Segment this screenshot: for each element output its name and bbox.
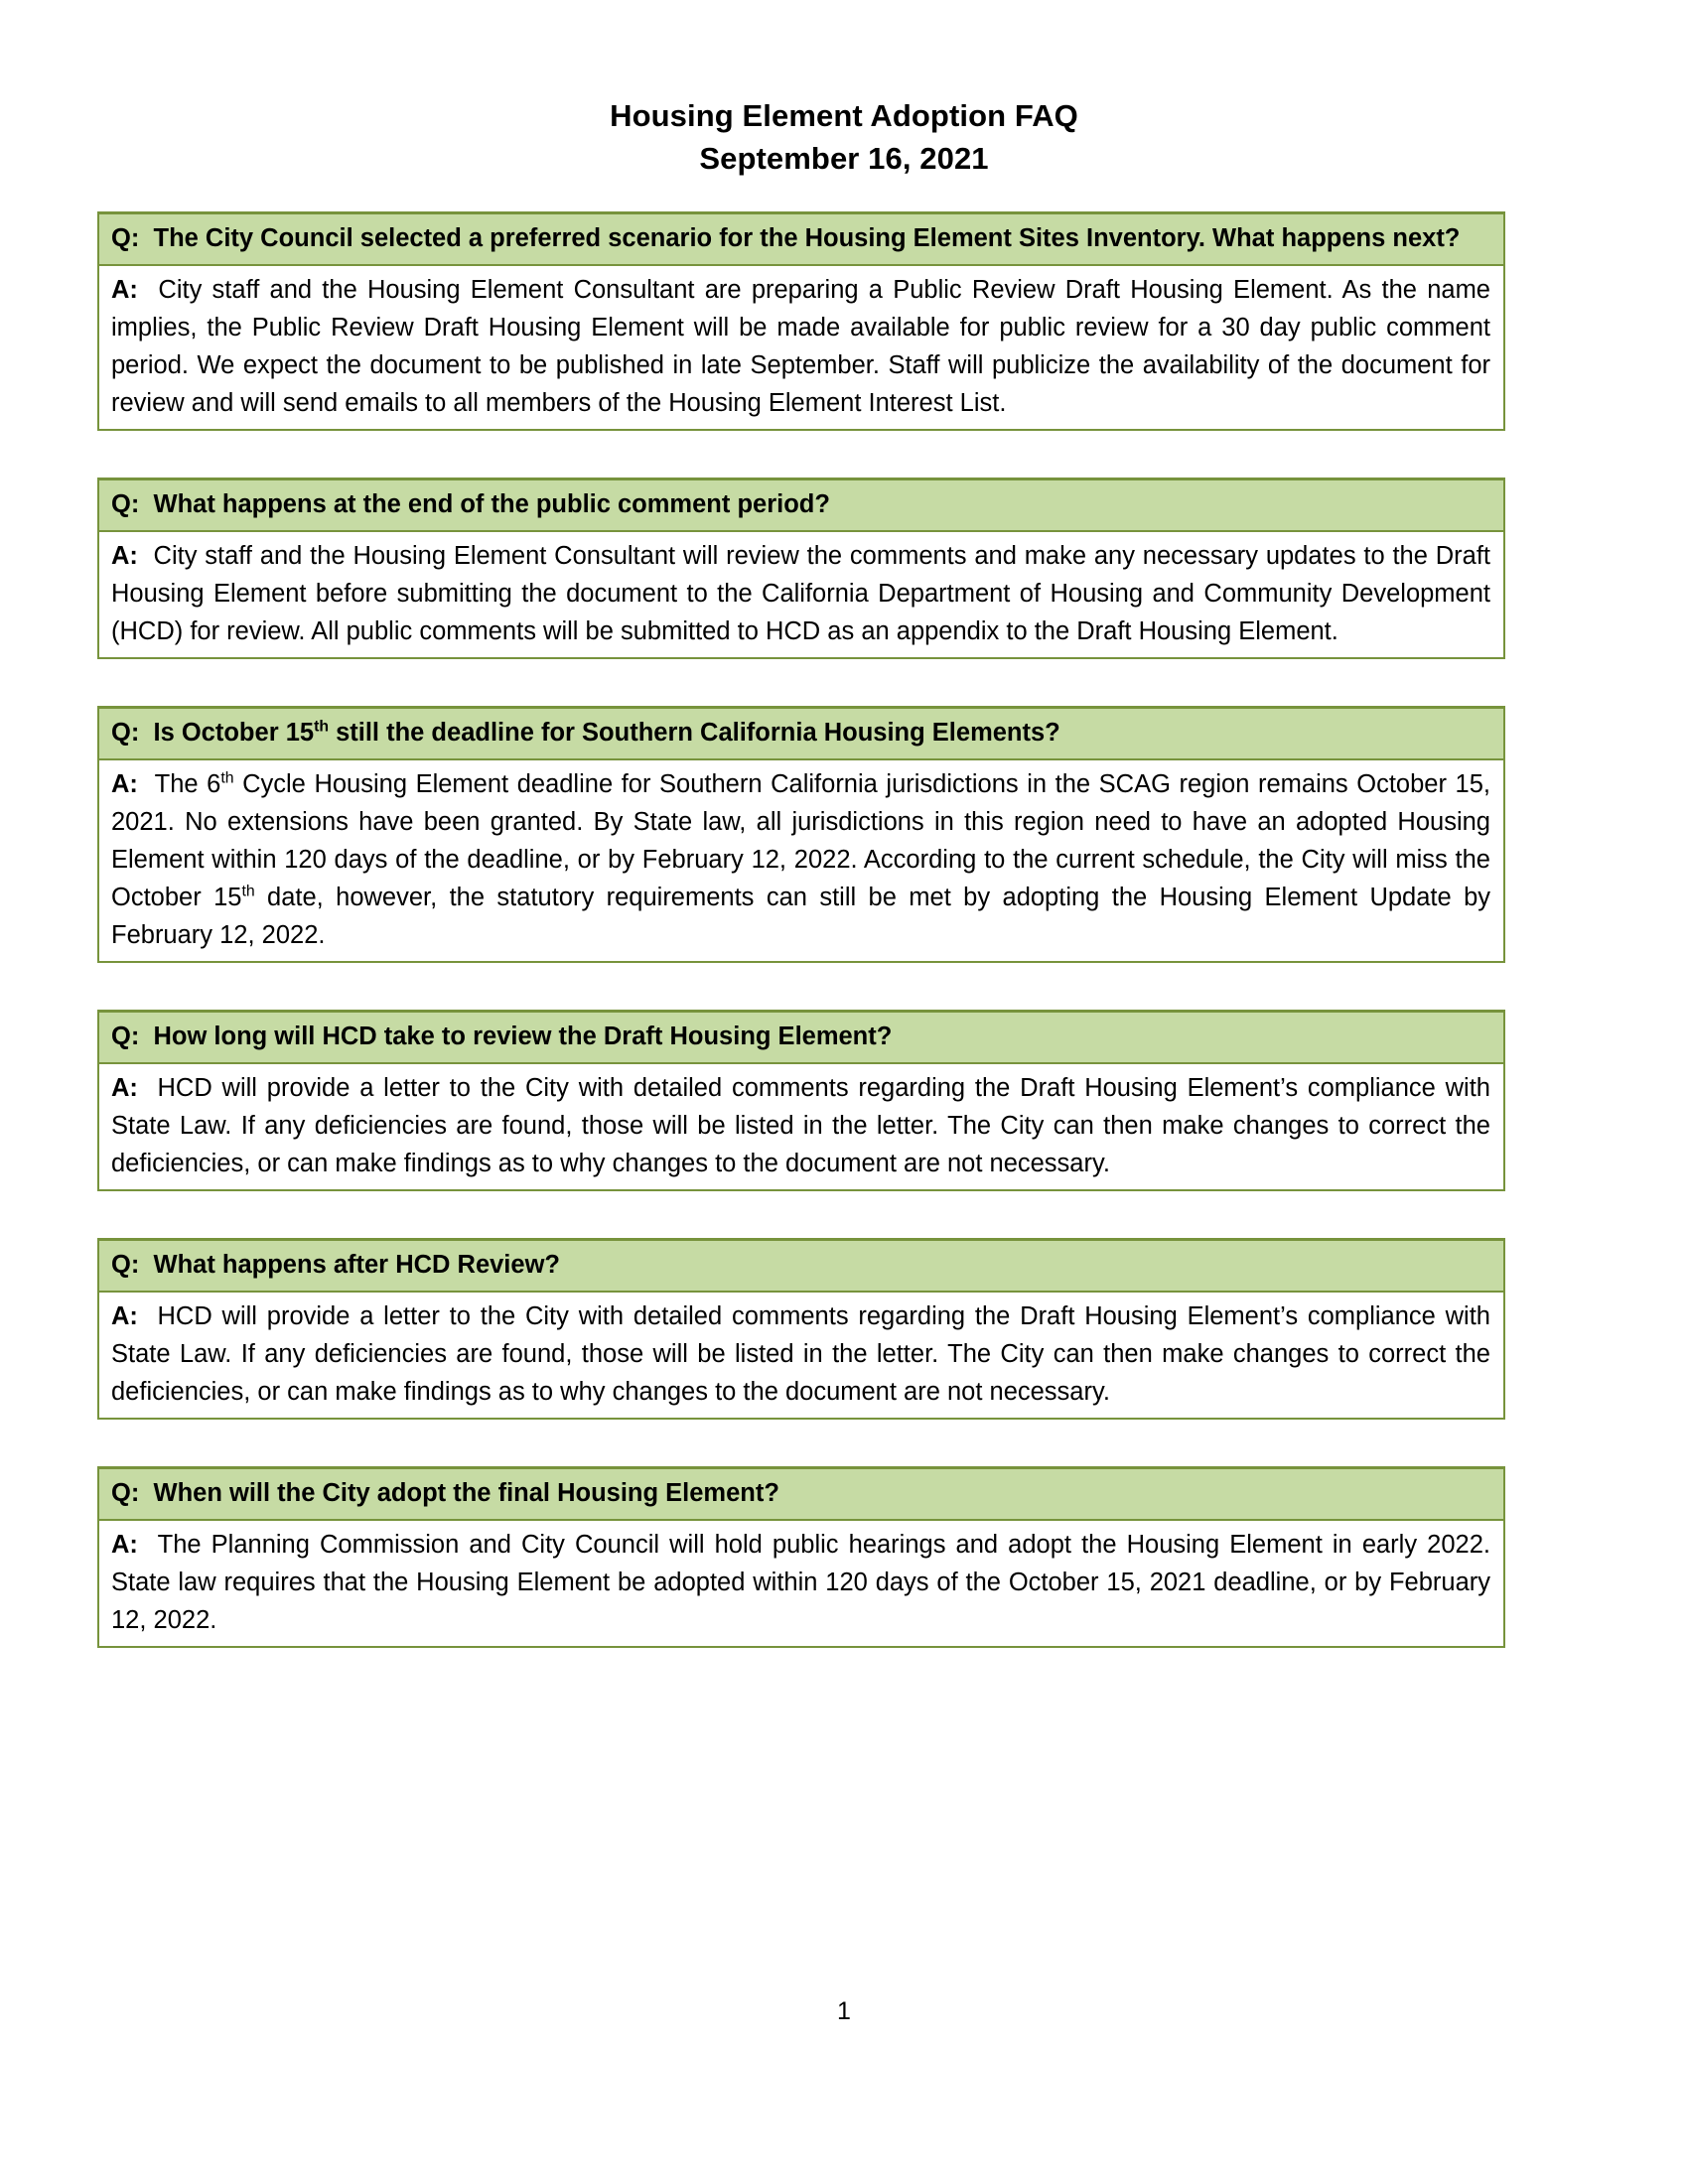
faq-block: [97, 706, 1505, 963]
faq-question-prefix: Q:: [111, 224, 140, 252]
faq-answer-text: HCD will provide a letter to the City with detailed comments regarding the Draft Housing Element’s compliance with State Law. If any deficiencies are found, those will be listed in the letter. The City can then make changes to correct the deficiencies, or can make findings as to why changes to the document are not necessary.: [111, 1074, 1490, 1177]
faq-question: [99, 1013, 1503, 1064]
faq-question-prefix: Q:: [111, 490, 140, 518]
faq-answer-prefix: A:: [111, 1302, 138, 1330]
faq-answer: [99, 532, 1503, 657]
faq-list: [97, 211, 1505, 1695]
faq-answer-text: The 6th Cycle Housing Element deadline for Southern California jurisdictions in the SCAG region remains October 15, 2021. No extensions have been granted. By State law, all jurisdictions in this region need to have an adopted Housing Element within 120 days of the deadline, or by February 12, 2022. According to the current schedule, the City will miss the October 15th date, however, the statutory requirements can still be met by adopting the Housing Element Update by February 12, 2022.: [111, 769, 1490, 949]
faq-answer: [99, 1293, 1503, 1418]
faq-block: [97, 1466, 1505, 1648]
faq-answer-prefix: A:: [111, 542, 138, 570]
faq-question-prefix: Q:: [111, 1023, 140, 1050]
faq-answer: [99, 760, 1503, 961]
faq-question-text: When will the City adopt the final Housing Element?: [139, 1479, 779, 1507]
faq-question: [99, 1469, 1503, 1521]
faq-answer-text: The Planning Commission and City Council will hold public hearings and adopt the Housing Element in early 2022. State law requires that the Housing Element be adopted within 120 days of the October 15, 2021 deadline, or by February 12, 2022.: [111, 1531, 1490, 1634]
faq-answer: [99, 266, 1503, 429]
faq-answer-prefix: A:: [111, 276, 138, 304]
faq-answer: [99, 1521, 1503, 1646]
faq-answer-text: City staff and the Housing Element Consultant are preparing a Public Review Draft Housing Element. As the name implies, the Public Review Draft Housing Element will be made available for public review for a 30 day public comment period. We expect the document to be published in late September. Staff will publicize the availability of the document for review and will send emails to all members of the Housing Element Interest List.: [111, 276, 1490, 417]
page-number: 1: [837, 1997, 851, 2025]
faq-question-prefix: Q:: [111, 719, 140, 747]
faq-question-text: What happens at the end of the public comment period?: [139, 490, 830, 518]
faq-question: [99, 480, 1503, 532]
faq-answer-text: City staff and the Housing Element Consultant will review the comments and make any necessary updates to the Draft Housing Element before submitting the document to the California Department of Housing and Community Development (HCD) for review. All public comments will be submitted to HCD as an appendix to the Draft Housing Element.: [111, 542, 1490, 645]
faq-question: [99, 709, 1503, 760]
faq-question: [99, 214, 1503, 266]
faq-block: [97, 211, 1505, 431]
faq-answer: [99, 1064, 1503, 1189]
faq-question-prefix: Q:: [111, 1251, 140, 1279]
faq-question-text: How long will HCD take to review the Draft Housing Element?: [139, 1023, 893, 1050]
faq-answer-prefix: A:: [111, 1531, 138, 1559]
faq-question-prefix: Q:: [111, 1479, 140, 1507]
page-subtitle: September 16, 2021: [699, 141, 989, 176]
faq-block: [97, 1010, 1505, 1191]
faq-block: [97, 1238, 1505, 1420]
faq-answer-text: HCD will provide a letter to the City with detailed comments regarding the Draft Housing Element’s compliance with State Law. If any deficiencies are found, those will be listed in the letter. The City can then make changes to correct the deficiencies, or can make findings as to why changes to the document are not necessary.: [111, 1302, 1490, 1406]
faq-answer-prefix: A:: [111, 770, 138, 798]
faq-question-text: The City Council selected a preferred scenario for the Housing Element Sites Inventory. What happens next?: [139, 224, 1461, 252]
faq-block: [97, 478, 1505, 659]
page-title: Housing Element Adoption FAQ: [610, 98, 1078, 133]
faq-question: [99, 1241, 1503, 1293]
faq-answer-prefix: A:: [111, 1074, 138, 1102]
faq-question-text: What happens after HCD Review?: [139, 1251, 560, 1279]
faq-question-text: Is October 15th still the deadline for Southern California Housing Elements?: [139, 718, 1060, 747]
